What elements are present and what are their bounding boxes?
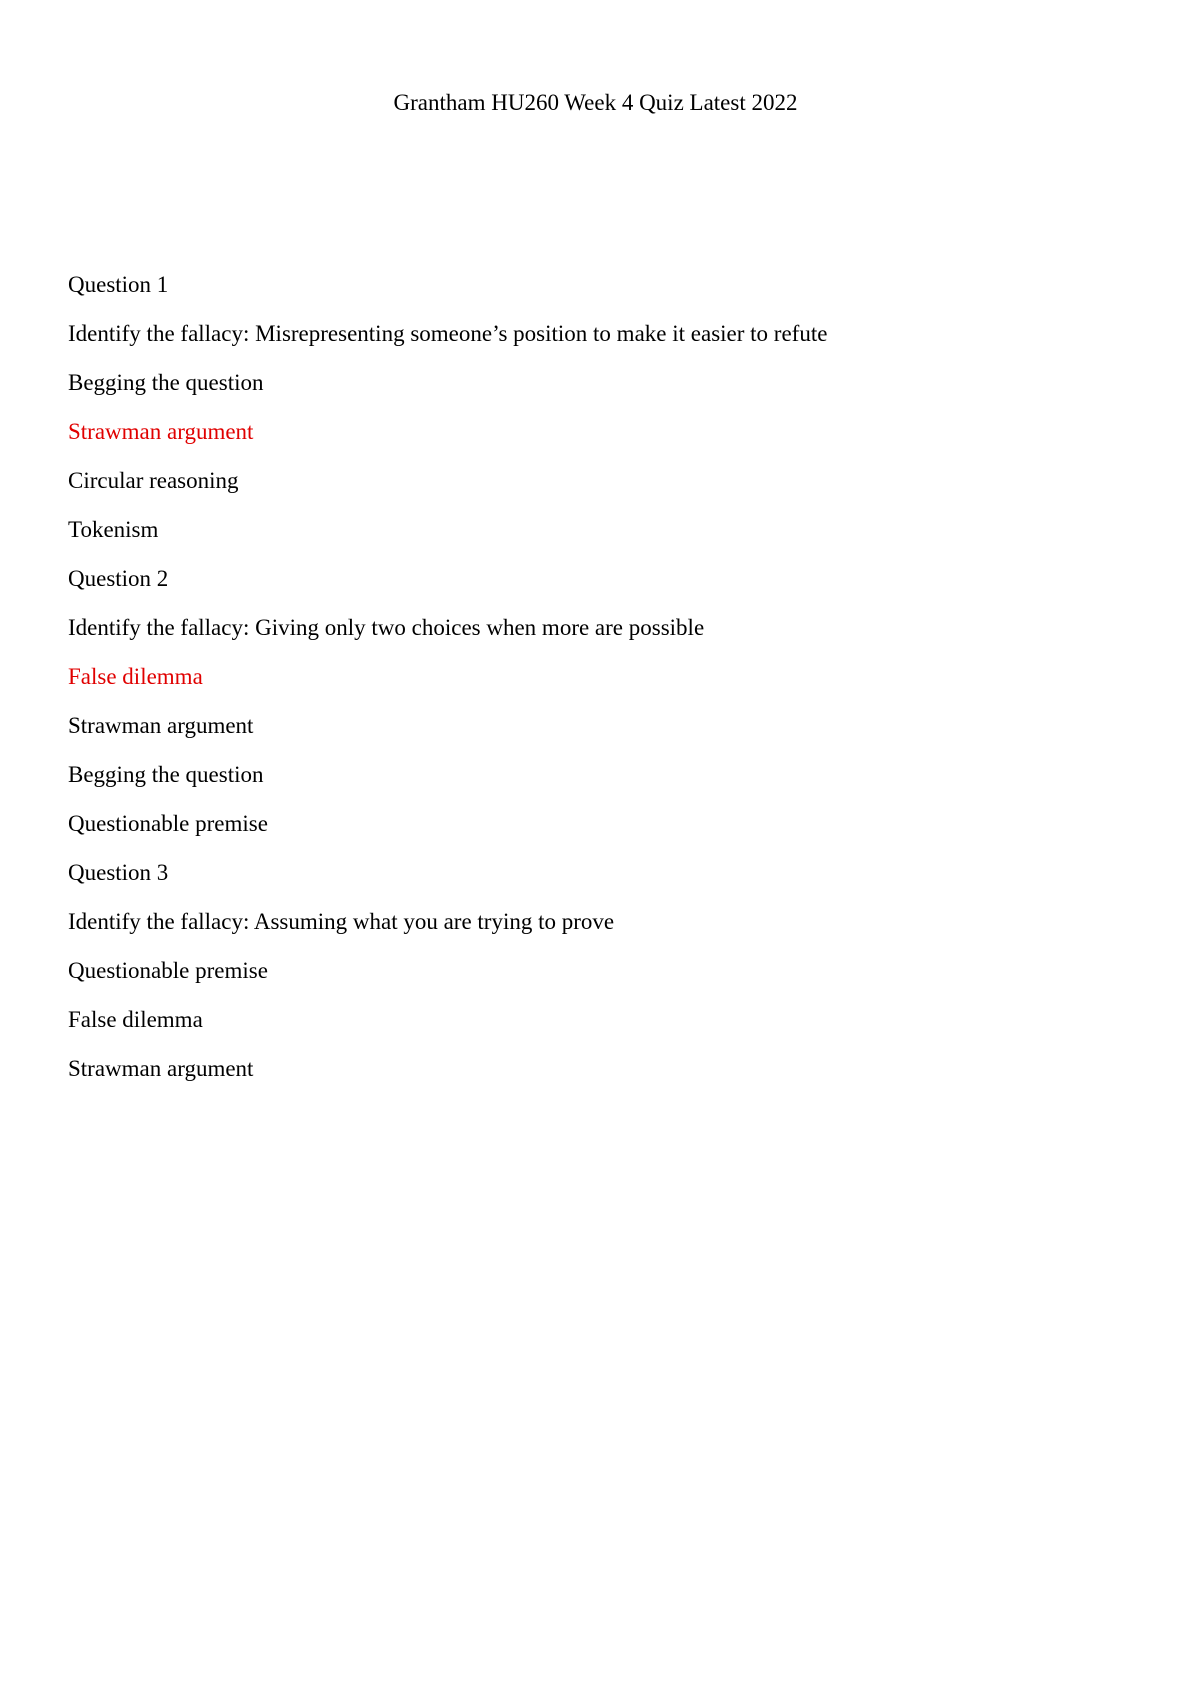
document-title: Grantham HU260 Week 4 Quiz Latest 2022 (393, 90, 798, 115)
question-label: Question 3 (68, 860, 169, 885)
question-label: Question 1 (68, 272, 169, 297)
question-block (68, 858, 1128, 1103)
answer-option: Questionable premise (68, 811, 268, 836)
answer-option: Circular reasoning (68, 468, 239, 493)
question-label: Question 2 (68, 566, 169, 591)
question-prompt: Identify the fallacy: Giving only two choices when more are possible (68, 615, 705, 640)
quiz-content (68, 270, 1128, 1103)
answer-option: Strawman argument (68, 713, 254, 738)
answer-option: Strawman argument (68, 1056, 254, 1081)
question-block (68, 270, 1128, 564)
answer-option: Questionable premise (68, 958, 268, 983)
correct-answer-option: Strawman argument (68, 419, 254, 444)
answer-option: False dilemma (68, 1007, 203, 1032)
answer-option: Tokenism (68, 517, 159, 542)
question-block (68, 564, 1128, 858)
answer-option: Begging the question (68, 370, 264, 395)
correct-answer-option: False dilemma (68, 664, 203, 689)
answer-option: Begging the question (68, 762, 264, 787)
question-prompt: Identify the fallacy: Misrepresenting someone’s position to make it easier to refute (68, 321, 828, 346)
question-prompt: Identify the fallacy: Assuming what you are trying to prove (68, 909, 615, 934)
